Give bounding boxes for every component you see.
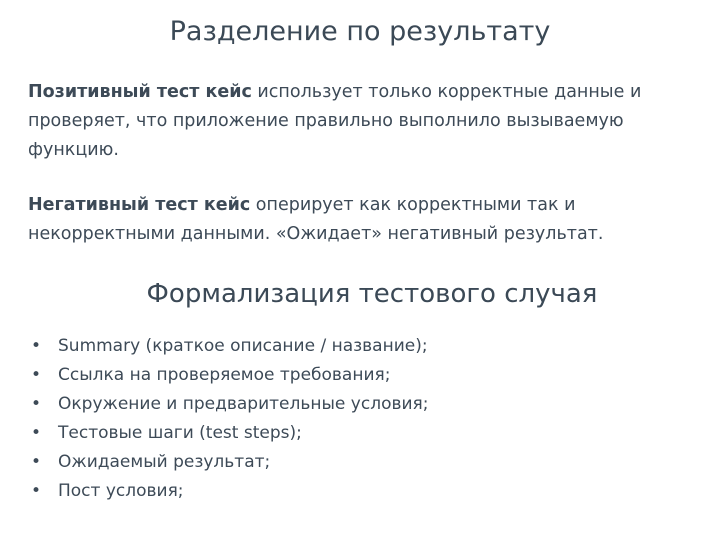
positive-test-case-term: Позитивный тест кейс (28, 82, 252, 102)
list-item (28, 419, 688, 448)
bullet-list (28, 332, 688, 506)
bullet-icon: • (31, 365, 42, 385)
bullet-icon: • (31, 394, 42, 414)
positive-test-case-text: использует только корректные данные и проверяет, что приложение правильно выполнило вызываемую функцию. (28, 82, 642, 160)
list-item-text: Ожидаемый результат; (58, 452, 271, 472)
list-item (28, 361, 688, 390)
slide-title: Разделение по результату (169, 16, 551, 47)
list-item-text: Summary (краткое описание / название); (58, 336, 428, 356)
bullet-icon: • (31, 481, 42, 501)
list-item-text: Окружение и предварительные условия; (58, 394, 429, 414)
list-item (28, 332, 688, 361)
positive-test-case-paragraph (28, 78, 696, 165)
list-item-text: Тестовые шаги (test steps); (58, 423, 302, 443)
list-item (28, 448, 688, 477)
list-item-text: Ссылка на проверяемое требования; (58, 365, 391, 385)
list-item (28, 477, 688, 506)
bullet-icon: • (31, 336, 42, 356)
list-item-text: Пост условия; (58, 481, 184, 501)
bullet-icon: • (31, 423, 42, 443)
negative-test-case-paragraph (28, 191, 696, 249)
section-subtitle: Формализация тестового случая (146, 279, 598, 309)
negative-test-case-text: оперирует как корректными так и некорректными данными. «Ожидает» негативный результат. (28, 195, 604, 244)
negative-test-case-term: Негативный тест кейс (28, 195, 251, 215)
list-item (28, 390, 688, 419)
bullet-icon: • (31, 452, 42, 472)
